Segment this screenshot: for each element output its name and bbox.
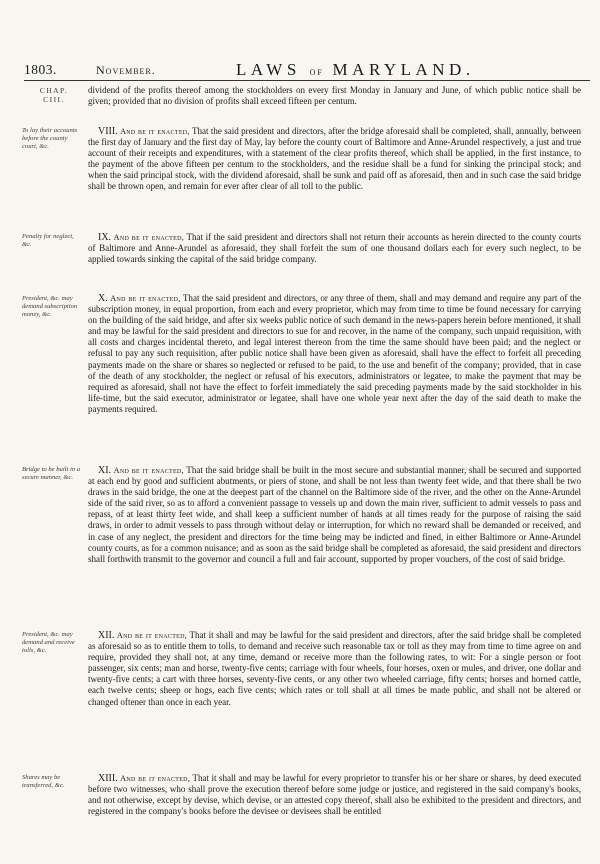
- section-numeral: XI.: [98, 465, 112, 476]
- section-xii: [88, 630, 581, 708]
- section-text: That the said president and directors, or any three of them, shall and may demand and require any part of the subscription money, in equal proportion, from each and every proprietor, which may from time to time be found necessary for carrying on the building of the said bridge, and after six weeks public notice of such demand in the news-papers herein before mentioned, it shall and may be lawful for the said president and directors to sue for and recover, in the name of the company, such unpaid requisition, with all costs and charges incidental thereto, and legal interest thereon from the time the same should have been paid; and the neglect or refusal to pay any such requisition, after public notice shall have been given as aforesaid, shall have the effect to forfeit all preceding payments made on the share or shares so neglected or refused to be paid, to the use and benefit of the company; provided, that in case of the death of any stockholder, the neglect or refusal of his executors, administrators or legatee, to make the payment that may be required as aforesaid, shall not have the effect to forfeit immediately the said preceding payments made by the said stockholder in his life-time, but the said executor, administrator or legatee, shall have one whole year next after the day of the said death to make the payments required.: [88, 293, 581, 414]
- section-numeral: XIII.: [98, 773, 118, 784]
- section-text: That it shall and may be lawful for every proprietor to transfer his or her share or shares, by deed executed before two witnesses, who shall prove the execution thereof before some judge or justice, and registered in the said company's books, and not otherwise, except by devise, which devise, or an attested copy thereof, shall also be exhibited to the president and directors, and registered in the company's books before the devisee or devisees shall be entitled: [88, 773, 581, 817]
- section-x: [88, 293, 581, 415]
- header-year: 1803.: [24, 62, 57, 77]
- section-numeral: IX.: [98, 232, 112, 243]
- section-lead: And be it enacted,: [113, 233, 185, 242]
- header-title-of: of: [309, 66, 324, 78]
- section-text: That the said bridge shall be built in the most secure and substantial manner, shall be secured and supported at each end by good and sufficient abutments, or piers of stone, and shall be not less than twenty feet wide, and that there shall be two draws in the said bridge, the one at the deepest part of the channel on the Baltimore side of the river, and the other on the Anne-Arundel side of the said river, so as to afford a convenient passage to vessels up and down the main river, sufficient to admit vessels to pass and repass, of at least thirty feet wide, and shall keep a sufficient number of hands at all times ready for the purpose of raising the said draws, in order to admit vessels to pass through without delay or interruption, for which no reward shall be demanded or received, and in case of any neglect, the president and directors for the time being may be indicted and fined, in either Baltimore or Anne-Arundel county courts, as for a common nuisance; and as soon as the said bridge shall be completed as aforesaid, the said president and directors shall forthwith transmit to the governor and council a full and fair account, supported by proper vouchers, of the cost of said bridge.: [88, 465, 581, 564]
- margin-note-x: President, &c. may demand subscription money, &c.: [22, 295, 78, 318]
- margin-note-viii: To lay their accounts before the county court, &c.: [22, 127, 78, 150]
- section-xi: [88, 465, 581, 565]
- section-text: That the said president and directors, after the bridge aforesaid shall be completed, shall, annually, between the first day of January and the first day of May, lay before the county court of Baltimore and Anne-Arundel respectively, a just and true account of their receipts and expenditures, with a statement of the clear profits thereof, which shall be applied, in the first instance, to the payment of the above fifteen per centum to the stockholders, and the residue shall be a fund for sinking the principal stock; and when the said principal stock, with the dividend aforesaid, shall be sunk and paid off as aforesaid, then and in such case the said bridge shall be thrown open, and remain for ever after clear of all toll to the public.: [88, 126, 581, 192]
- section-lead: And be it enacted,: [113, 466, 184, 475]
- margin-note-xi: Bridge to be built in a secure manner, &c.: [22, 466, 81, 481]
- header-title-maryland: MARYLAND.: [332, 60, 475, 79]
- chapter-label: CHAP. CIII.: [39, 86, 69, 104]
- section-continuation: [88, 85, 581, 107]
- section-lead: And be it enacted,: [120, 774, 191, 783]
- section-viii: [88, 126, 581, 193]
- section-text: That if the said president and directors shall not return their accounts as herein directed to the county courts of Baltimore and Anne-Arundel as aforesaid, they shall forfeit the sum of one thousand dollars each for every such neglect, to be applied towards sinking the capital of the said bridge company.: [88, 232, 582, 265]
- margin-note-xii: President, &c. may demand and receive tolls, &c.: [22, 631, 75, 654]
- header-title-laws: LAWS: [236, 60, 301, 79]
- margin-note-ix: Penalty for neglect, &c.: [22, 233, 74, 248]
- section-lead: And be it enacted,: [116, 631, 188, 640]
- section-numeral: XII.: [98, 630, 115, 641]
- section-numeral: X.: [98, 293, 108, 304]
- section-lead: And be it enacted,: [120, 127, 190, 136]
- header-title: [236, 60, 475, 80]
- header-month: November.: [96, 63, 156, 77]
- section-text: That it shall and may be lawful for the said president and directors, after the said bridge shall be completed as aforesaid so as to entitle them to tolls, to demand and receive such reasonable tax or toll as they may from time to time agree on and require, provided they shall not, at any time, demand or receive more than the following rates, to wit: For a single person or foot passenger, six cents; man and horse, twenty-five cents; carriage with four wheels, four horses, oxen or mules, and driver, one dollar and twenty-five cents; a cart with three horses, seventy-five cents, or any other two wheeled carriage, fifty cents; horses and horned cattle, each twelve cents; sheep or hogs, each five cents; which rates or toll shall at all times be made public, and shall not be altered or changed oftener than once in each year.: [88, 630, 581, 707]
- header-rule: [24, 80, 590, 81]
- section-numeral: VIII.: [98, 126, 118, 137]
- section-lead: And be it enacted,: [110, 294, 181, 303]
- section-text: dividend of the profits thereof among the stockholders on every first Monday in January and June, of which public notice shall be given; provided that no division of profits shall exceed fifteen per centum.: [88, 85, 581, 107]
- section-xiii: [88, 773, 581, 817]
- margin-note-xiii: Shares may be transferred, &c.: [22, 774, 65, 789]
- running-header: [24, 62, 584, 80]
- section-ix: [88, 232, 581, 265]
